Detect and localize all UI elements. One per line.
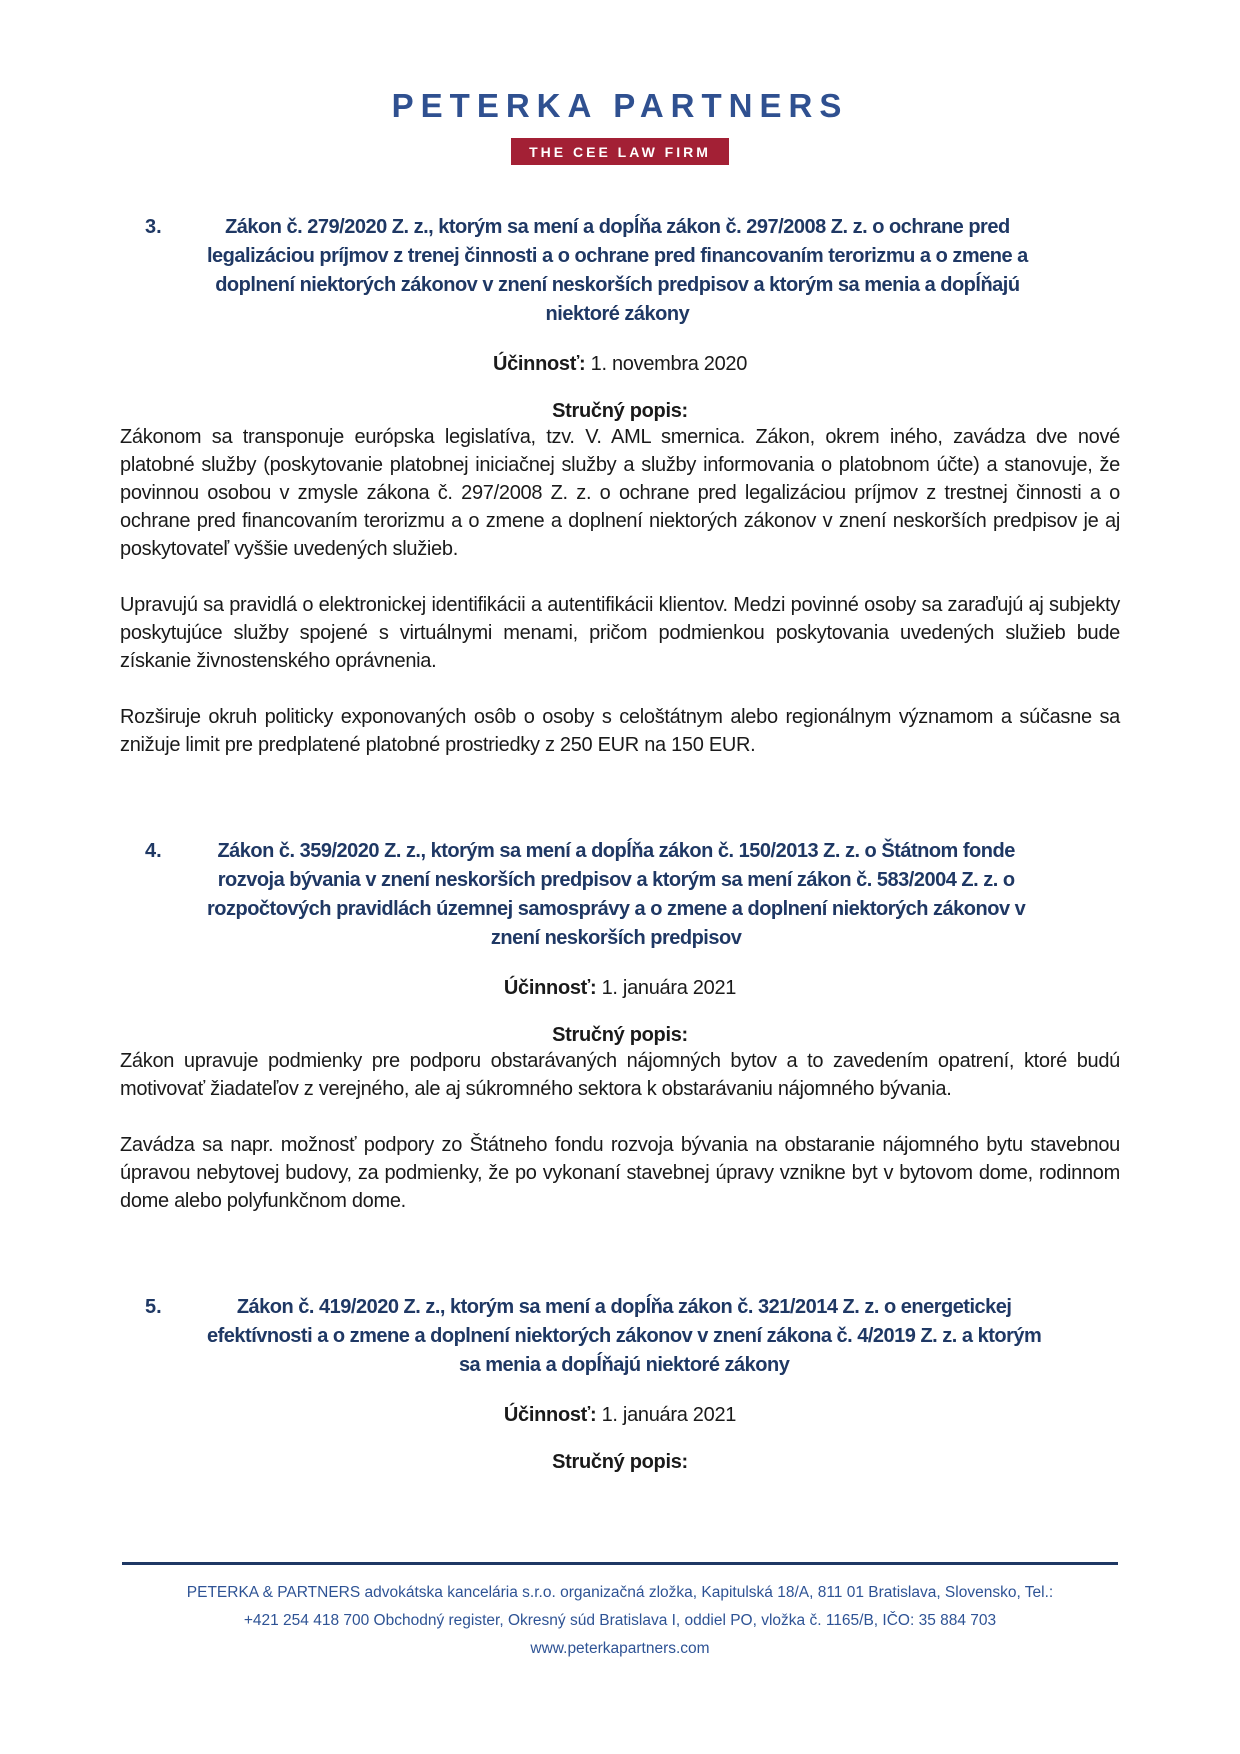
section-title-line: Zákon č. 419/2020 Z. z., ktorým sa mení a dopĺňa zákon č. 321/2014 Z. z. o energetickej (236, 1296, 1012, 1318)
section-title-line: legalizáciou príjmov z trenej činnosti a o ochrane pred financovaním terorizmu a o zmene a (207, 245, 1028, 267)
summary-label: Stručný popis: (552, 1451, 688, 1473)
effective-date-value: 1. novembra 2020 (590, 353, 748, 375)
section-title (207, 1293, 1041, 1380)
footer-divider (122, 1562, 1118, 1565)
section-heading (145, 837, 1120, 953)
footer-address-line: PETERKA & PARTNERS advokátska kancelária s.r.o. organizačná zložka, Kapitulská 18/A, 811 01 Bratislava, Slovensko, Tel.: (186, 1584, 1054, 1601)
section-title-line: znení neskorších predpisov (490, 927, 742, 949)
summary-label: Stručný popis: (552, 1024, 688, 1046)
summary-paragraph: Zavádza sa napr. možnosť podpory zo Štátneho fondu rozvoja bývania na obstaranie nájomného bytu stavebnou úpravou nebytovej budovy, za podmienky, že po vykonaní stavebnej úpravy vznikne byt v bytovom dome, rodinnom dome alebo polyfunkčnom dome. (120, 1134, 1120, 1212)
effective-date-label: Účinnosť: (503, 1404, 597, 1426)
section-number: 3. (145, 216, 162, 238)
cee-law-firm-banner: THE CEE LAW FIRM (511, 138, 729, 165)
footer-registry-line: +421 254 418 700 Obchodný register, Okresný súd Bratislava I, oddiel PO, vložka č. 1165/B, IČO: 35 884 703 (243, 1612, 997, 1629)
effective-date-value: 1. januára 2021 (601, 1404, 737, 1426)
section-title-line: doplnení niektorých zákonov v znení neskorších predpisov a ktorým sa menia a dopĺňajú (215, 274, 1020, 296)
section-title-line: niektoré zákony (545, 303, 690, 325)
document-header (0, 0, 1240, 165)
effective-date-line (120, 353, 1120, 376)
document-body (0, 213, 1240, 1474)
section-title (207, 837, 1025, 953)
section-title-line: rozvoja bývania v znení neskorších predpisov a ktorým sa mení zákon č. 583/2004 Z. z. o (217, 869, 1015, 891)
summary-paragraph: Zákon upravuje podmienky pre podporu obstarávaných nájomných bytov a to zavedením opatrení, ktoré budú motivovať žiadateľov z verejného, ale aj súkromného sektora k obstarávaniu nájomného bývania. (120, 1050, 1120, 1100)
law-section-4 (120, 837, 1120, 1215)
document-footer (122, 1562, 1118, 1663)
effective-date-line (120, 977, 1120, 1000)
section-heading (145, 213, 1120, 329)
summary-paragraph: Rozširuje okruh politicky exponovaných osôb o osoby s celoštátnym alebo regionálnym významom a súčasne sa znižuje limit pre predplatené platobné prostriedky z 250 EUR na 150 EUR. (120, 706, 1120, 756)
summary-paragraph: Zákonom sa transponuje európska legislatíva, tzv. V. AML smernica. Zákon, okrem iného, zavádza dve nové platobné služby (poskytovanie platobnej iniciačnej služby a služby informovania o platobnom účte) a stanovuje, že povinnou osobou v zmysle zákona č. 297/2008 Z. z. o ochrane pred legalizáciou príjmov z trestnej činnosti a o ochrane pred financovaním terorizmu a o zmene a doplnení niektorých zákonov v znení neskorších predpisov je aj poskytovateľ vyššie uvedených služieb. (120, 426, 1120, 560)
section-number: 5. (145, 1296, 162, 1318)
effective-date-value: 1. januára 2021 (601, 977, 737, 999)
peterka-partners-logo: PETERKA PARTNERS (391, 87, 849, 124)
law-section-5 (120, 1293, 1120, 1474)
effective-date-line (120, 1404, 1120, 1427)
section-title-line: Zákon č. 359/2020 Z. z., ktorým sa mení a dopĺňa zákon č. 150/2013 Z. z. o Štátnom fonde (217, 840, 1015, 862)
website-link[interactable]: www.peterkapartners.com (530, 1640, 710, 1657)
effective-date-label: Účinnosť: (503, 977, 597, 999)
summary-label: Stručný popis: (552, 400, 688, 422)
section-title (207, 213, 1028, 329)
section-title-line: efektívnosti a o zmene a doplnení niektorých zákonov v znení zákona č. 4/2019 Z. z. a ktorým (207, 1325, 1042, 1347)
summary-paragraph: Upravujú sa pravidlá o elektronickej identifikácii a autentifikácii klientov. Medzi povinné osoby sa zaraďujú aj subjekty poskytujúce služby spojené s virtuálnymi menami, pričom podmienkou poskytovania uvedených služieb bude získanie živnostenského oprávnenia. (120, 594, 1120, 672)
section-heading (145, 1293, 1120, 1380)
law-section-3 (120, 213, 1120, 759)
section-title-line: rozpočtových pravidlách územnej samosprávy a o zmene a doplnení niektorých zákonov v (207, 898, 1026, 920)
footer-contact-block (122, 1579, 1118, 1663)
section-title-line: Zákon č. 279/2020 Z. z., ktorým sa mení a dopĺňa zákon č. 297/2008 Z. z. o ochrane pred (225, 216, 1010, 238)
effective-date-label: Účinnosť: (492, 353, 586, 375)
section-number: 4. (145, 840, 162, 862)
section-title-line: sa menia a dopĺňajú niektoré zákony (458, 1354, 790, 1376)
